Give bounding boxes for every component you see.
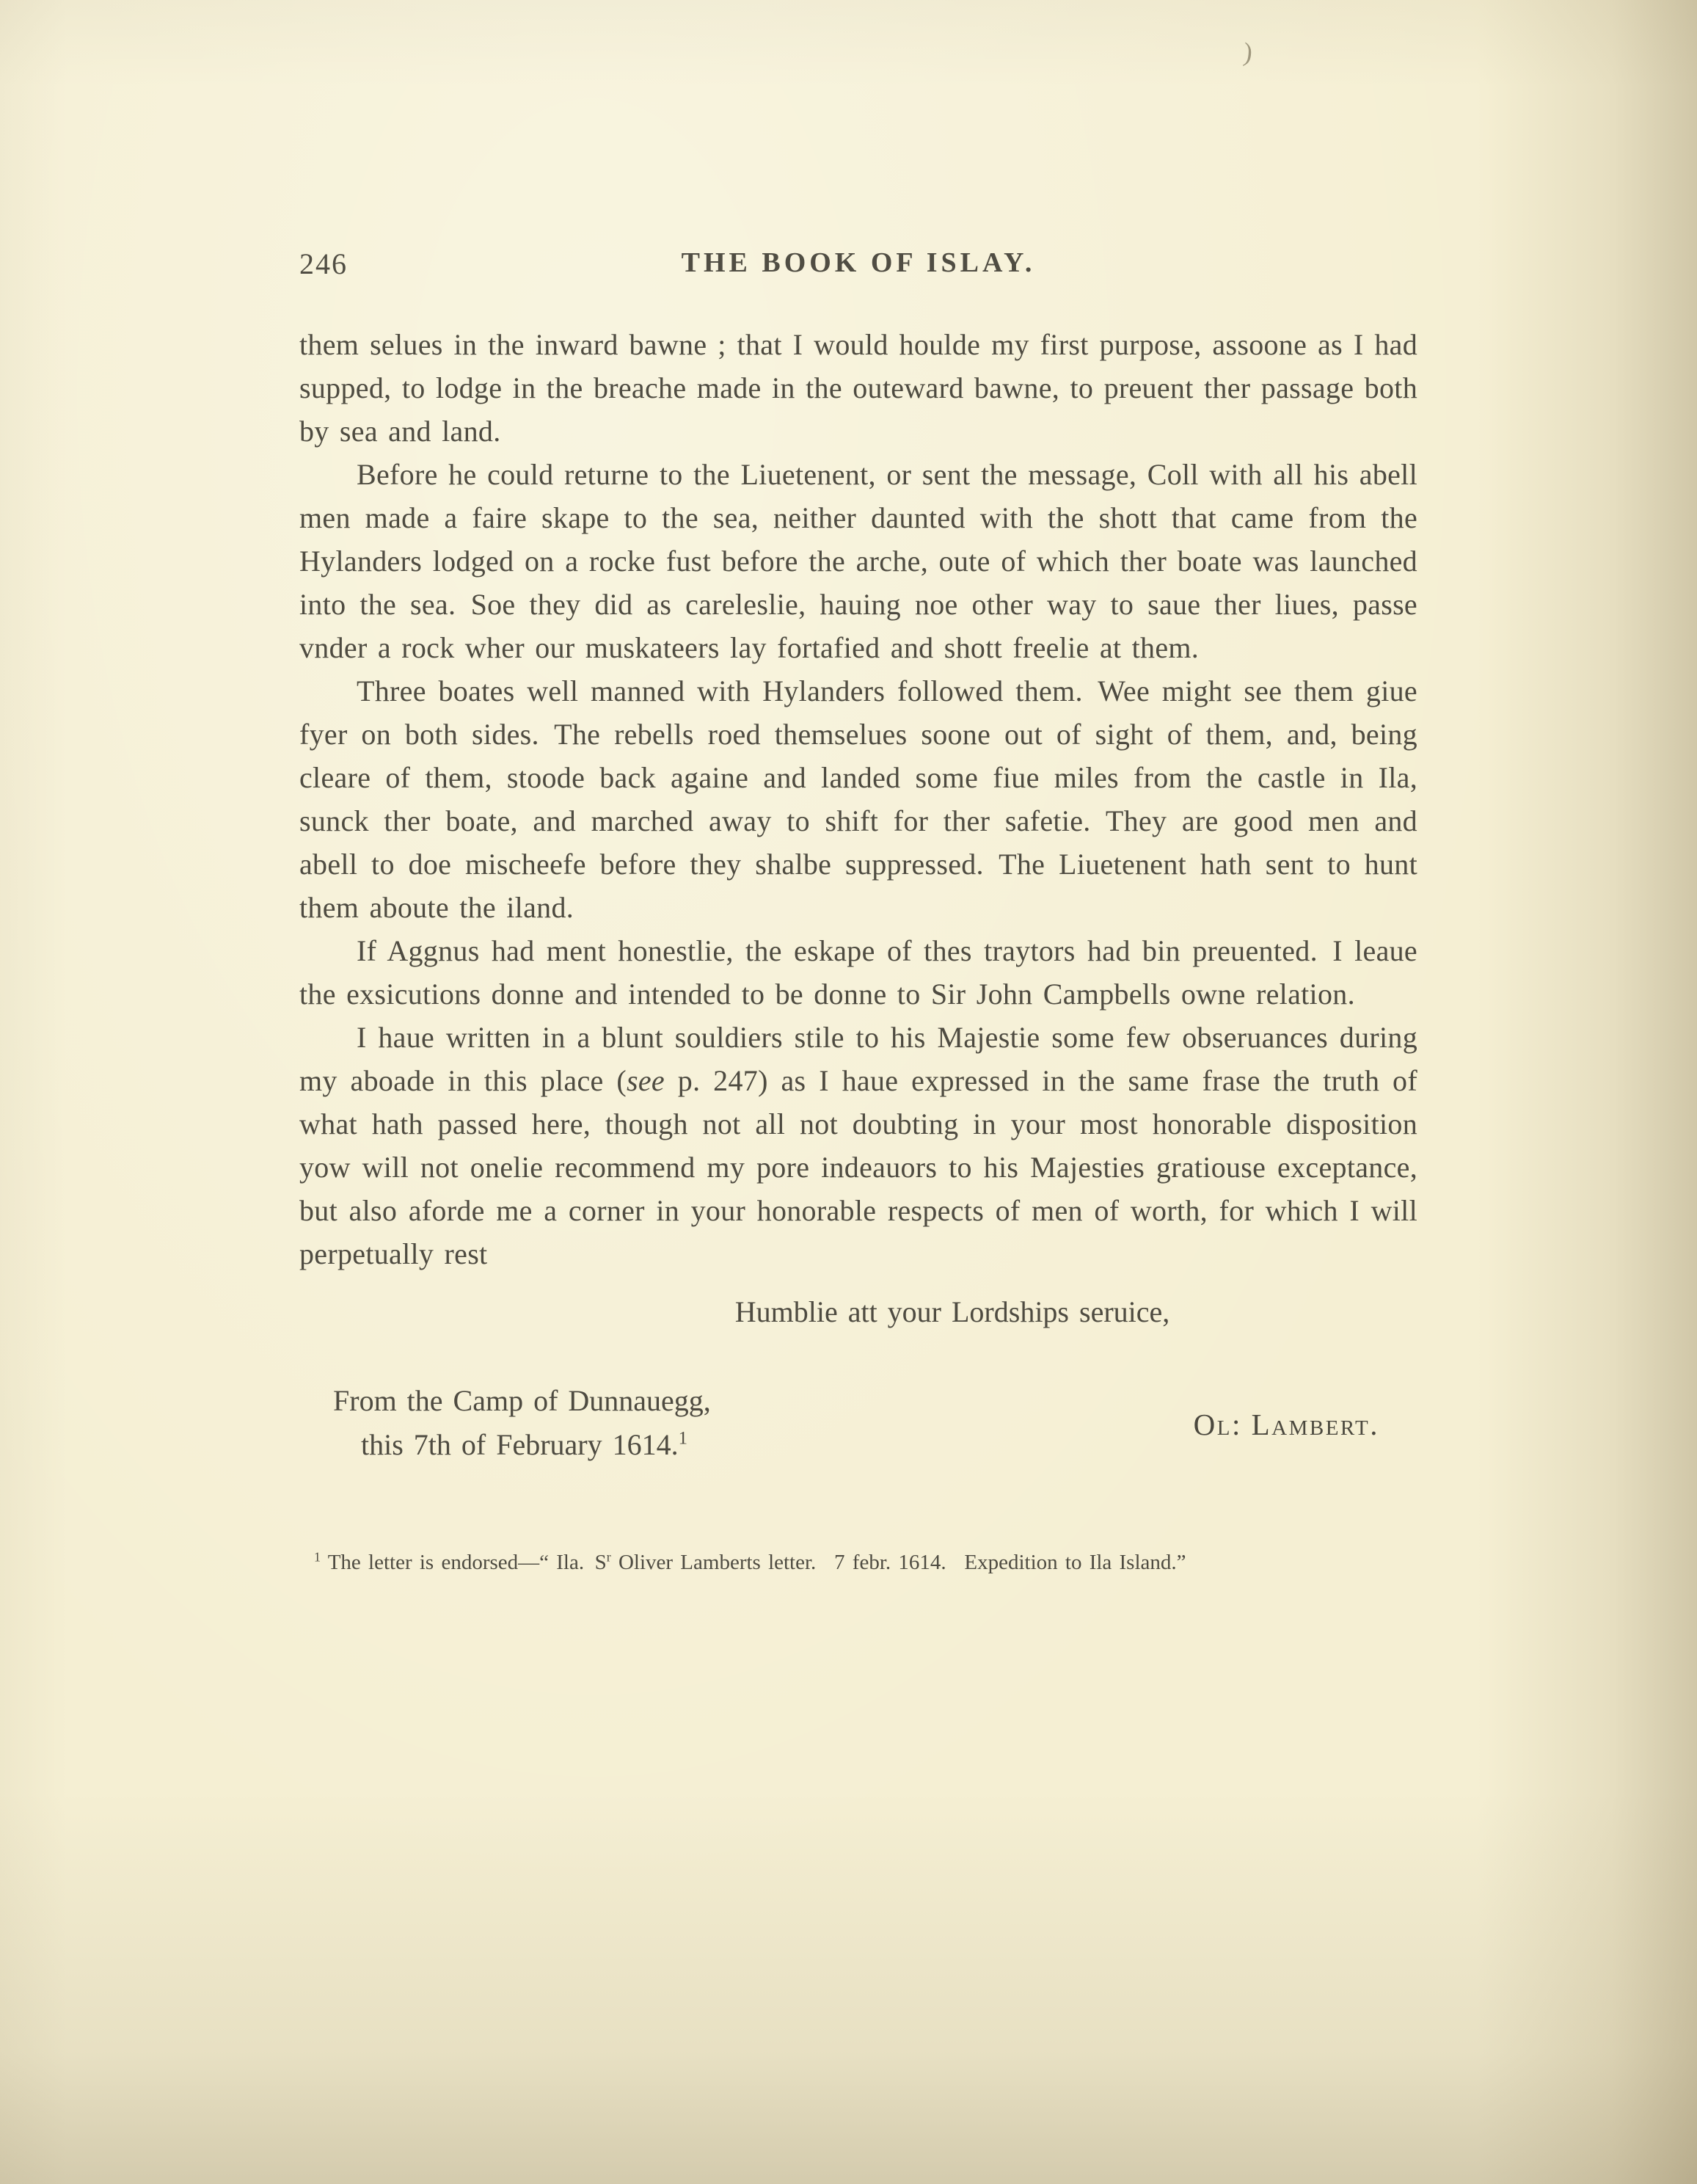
paragraph-1: them selues in the inward bawne ; that I would houlde my first purpose, assoone as I had supped, to lodge in the breache made in the outeward bawne, to preuent ther passage both by sea and land. — [299, 328, 1417, 448]
page-number: 246 — [299, 247, 348, 280]
signature: Ol: Lambert. — [1193, 1408, 1379, 1441]
paragraph-4: If Aggnus had ment honestlie, the eskape of thes traytors had bin preuented. I leaue the exsicutions donne and intended to be donne to Sir John Campbells owne relation. — [299, 934, 1417, 1011]
footnote-text-a: The letter is endorsed—“ Ila. S — [320, 1551, 607, 1574]
text-block — [299, 242, 1417, 1577]
paragraph-3: Three boates well manned with Hylanders followed them. Wee might see them giue fyer on both sides. The rebells roed themselues soone out of sight of them, and, being cleare of them, stoode back againe and landed some fiue miles from the castle in Ila, sunck ther boate, and marched away to shift for ther safetie. They are good men and abell to doe mischeefe before they shalbe suppressed. The Liuetenent hath sent to hunt them aboute the iland. — [299, 674, 1417, 924]
dateline-place: From the Camp of Dunnauegg, — [333, 1384, 711, 1417]
footnote-superscript-r: r — [606, 1549, 611, 1565]
valediction: Humblie att your Lordships seruice, — [734, 1295, 1170, 1328]
footnote-text-b: Oliver Lamberts letter. 7 febr. 1614. Expedition to Ila Island.” — [610, 1551, 1186, 1574]
paragraph-5-italic: see — [626, 1064, 665, 1097]
footnote-marker: 1 — [314, 1549, 321, 1565]
running-head — [299, 242, 1417, 288]
paragraph-5-text-a: I haue written in a blunt souldiers stile to his Majestie some few obseruances during my aboade in this place ( — [299, 1021, 1417, 1097]
letter-body — [299, 323, 1417, 1577]
dateline-date-text: this 7th of February 1614. — [361, 1428, 679, 1461]
footnote — [314, 1548, 1417, 1577]
paragraph-5 — [299, 1016, 1417, 1275]
paragraph-5-text-b: p. 247) as I haue expressed in the same frase the truth of what hath passed here, though not all not doubting in your most honorable disposition yow will not onelie recommend my pore indeauors to his Majesties gratiouse exceptance, but also aforde me a corner in your honorable respects of men of worth, for which I will perpetually rest — [299, 1064, 1417, 1270]
running-title: THE BOOK OF ISLAY. — [681, 247, 1036, 278]
paragraph-2: Before he could returne to the Liuetenent, or sent the message, Coll with all his abell men made a faire skape to the sea, neither daunted with the shott that came from the Hylanders lodged on a rocke fust before the arche, oute of which ther boate was launched into the sea. Soe they did as careleslie, hauing noe other way to saue ther liues, passe vnder a rock wher our muskateers lay fortafied and shott freelie at them. — [299, 458, 1417, 664]
signature-block — [299, 1379, 1417, 1467]
stray-pen-mark: ) — [1241, 37, 1255, 68]
footnote-reference: 1 — [678, 1428, 688, 1449]
